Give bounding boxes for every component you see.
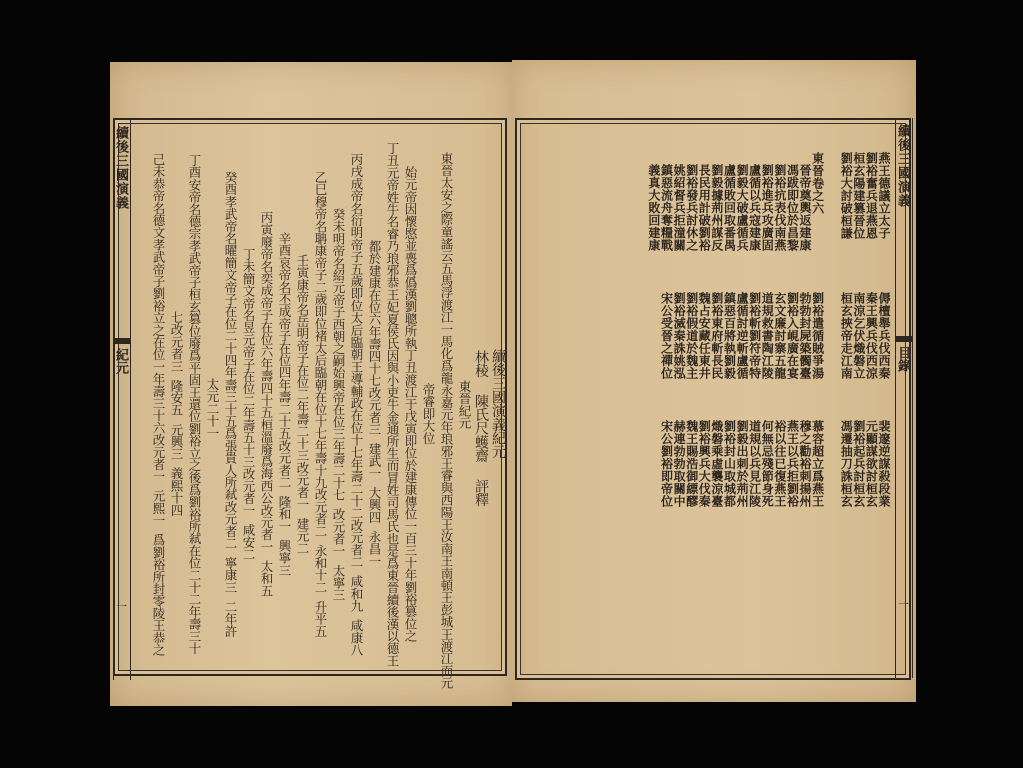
chapter-title: 裕以往已復燕王 xyxy=(772,420,787,508)
column-gap xyxy=(824,420,840,508)
text-column: 丁未簡文帝名昱元帝子在位二年壽五十三改元者一 咸安二 xyxy=(241,247,256,561)
text-column: 乙巳穆帝名聃康帝子二歲即位褚太后臨朝在位十七年壽十九改元者二 永和十二 升平五 xyxy=(313,170,328,638)
text-column: 東晉太安之際童謠云五馬浮渡江一馬化爲龍永嘉元年琅邪王睿與西陽王汝南王南頓王彭城王渡江而元 xyxy=(439,152,454,689)
chapter-title: 劉裕斬劉符帝特 xyxy=(747,292,762,380)
chapter-title: 劉裕遣循賊爭湯 xyxy=(810,292,825,380)
chapter-title: 劉裕興兵大伐秦 xyxy=(697,420,712,508)
chapter-title: 傉檀舉兵伐西秦 xyxy=(877,292,891,380)
chapter-title: 魏王賜浩御縹醪 xyxy=(684,420,699,508)
contents-tier-2 xyxy=(660,292,890,380)
text-column: 東晉紀元 xyxy=(457,379,472,429)
chapter-title: 馮遷抽刀誅桓玄 xyxy=(839,420,854,508)
text-column: 帝睿即大位 xyxy=(421,383,436,445)
page-edge-label xyxy=(113,120,131,680)
text-column: 都於建康在位六年壽四十七改元者三 建武一 大興四 永昌一 xyxy=(367,240,382,568)
column-gap xyxy=(824,152,840,252)
chapter-title: 道規以兵見江陵 xyxy=(747,420,762,508)
text-column: 辛酉哀帝名丕成帝子在位四年壽二十五改元者二 隆和一 興寧三 xyxy=(277,231,292,577)
text-column: 壬寅康帝名岳明帝子在位二年壽二十三改元者一 建元二 xyxy=(295,253,310,555)
chapter-title: 赫連勃勃取關中 xyxy=(672,420,687,508)
text-column: 七改元者三 隆安五 元興三 義熙十四 xyxy=(169,311,184,517)
chapter-title: 慕容超立爲燕王 xyxy=(810,420,825,508)
page-number: 一 xyxy=(116,600,127,613)
text-column: 癸未明帝名紹元帝子西朝之嗣始興帝在位三年壽二十七 改元者一 太寧三 xyxy=(331,207,346,601)
chapter-title: 劉裕抗表伐南燕 xyxy=(772,164,787,252)
chapter-title: 玄文廉討寨五龍 xyxy=(772,292,787,380)
chapter-title: 鎮惡百將執劉毅 xyxy=(722,292,737,380)
right-page xyxy=(512,60,916,702)
author-credit: 林稜 陳氏尺蠖齋 評釋 xyxy=(473,349,489,507)
chapter-title: 劉裕封山取城都 xyxy=(722,420,737,508)
book-title-label: 續後三國演義 xyxy=(895,124,910,208)
page-title: 續後三國演義紀元 xyxy=(490,349,506,459)
chapter-title: 勃勃封屍築髑臺 xyxy=(798,292,813,380)
chapter-title: 宋公劉裕即帝位 xyxy=(659,420,674,508)
chapter-title: 元顯謀欲討桓玄 xyxy=(864,420,879,508)
text-column: 始元帝因懷愍並喪爲僞漢劉聰所執丁丑渡江于戊寅即位於建康傳位一百三十年劉裕篡位之 xyxy=(403,166,418,642)
chapter-title: 劉毅據荊州謀反 xyxy=(709,164,724,252)
chapter-title: 劉毅大破盧循兵 xyxy=(735,164,750,252)
chapter-title: 秦王興兵伐西涼 xyxy=(864,292,879,380)
volume-heading: 東晉卷之六 xyxy=(810,152,825,215)
text-column: 丙寅廢帝名奕成帝子在位六年壽四十五桓溫廢爲海西公改元者一 太和五 xyxy=(259,211,274,597)
chapter-title: 姚紹督兵拒潼關 xyxy=(672,164,687,252)
chapter-title: 劉裕假道於魏主 xyxy=(684,292,699,380)
contents-tier-1 xyxy=(647,152,890,252)
chapter-title: 道規救書陶江陵 xyxy=(760,292,775,380)
book-title-label: 續後三國演義 xyxy=(113,126,128,210)
chapter-title: 裴邃逆謀殺段業 xyxy=(877,420,891,508)
text-column: 丙戌成帝名衍明帝子五歲即位太后臨朝王導輔政在位十七年壽二十二改元者二 咸和九 咸康八 xyxy=(349,152,364,656)
column-gap xyxy=(824,292,840,380)
text-column: 癸酉孝武帝名曜簡文帝子在位二十四年壽三十五爲張貴人所弒改元者二 寧康三 二年許 xyxy=(223,170,238,638)
chapter-title: 盧循以兵寇建康 xyxy=(747,164,762,252)
chapter-title: 南涼乞伏熾磐立 xyxy=(851,292,866,380)
text-column: 丁丑元帝姓牛名睿乃琅邪恭王妃夏侯氏因與小吏牛金通所生而冒姓司馬氏也是爲東晉續後漢以德王 xyxy=(385,141,400,667)
text-column: 己未恭帝名德文孝武帝子劉裕立之在位一年壽三十六改元者一 元熙一 爲劉裕所封零陵王恭之 xyxy=(151,152,166,656)
text-column: 太元二十一 xyxy=(205,378,220,440)
chapter-title: 桓玄陽建篡晉位 xyxy=(851,152,866,240)
chapter-title: 何無忌殘節身死 xyxy=(760,420,775,508)
page-edge-label xyxy=(895,118,913,678)
chronology-text xyxy=(146,138,506,689)
text-column: 丁酉安帝名德宗孝武帝子桓玄篡位廢爲平固王還位劉裕立之後爲劉裕所弒在位二十二年壽三十 xyxy=(187,153,202,655)
chapter-title: 盧循敗回取番禺 xyxy=(722,164,737,252)
chapter-title: 燕王以兵拒劉裕 xyxy=(785,420,800,508)
chapter-title: 劉裕東府斬長民 xyxy=(709,292,724,380)
chapter-title: 劉裕進兵攻廣固 xyxy=(760,164,775,252)
contents-tier-3 xyxy=(660,420,890,508)
chapter-title: 盧循討逆斬盧循 xyxy=(735,292,750,380)
chapter-title: 桓玄挾帝走江南 xyxy=(839,292,854,380)
chapter-title: 穆之勸裕刺揚州 xyxy=(798,420,813,508)
chapter-title: 魏占安藏任東井 xyxy=(697,292,712,380)
chapter-title: 劉裕入峴廣在宴 xyxy=(785,292,800,380)
chapter-title: 劉裕奮兵退燕恩 xyxy=(864,152,879,240)
chapter-title: 劉毅出刺於荊州 xyxy=(735,420,750,508)
chapter-title: 馮跋即位於昌黎 xyxy=(785,164,800,252)
left-page xyxy=(110,62,512,706)
chapter-title: 鎮惡流舟奪糧戰 xyxy=(659,164,674,252)
chapter-title: 燕王德議立太子 xyxy=(877,152,891,240)
chapter-title: 宋公受晉之禪位 xyxy=(659,292,674,380)
chapter-title: 劉裕滅秦誅姚泓 xyxy=(672,292,687,380)
page-number: 一 xyxy=(898,598,909,611)
chapter-title: 長民用計破劉裕 xyxy=(697,164,712,252)
chapter-title: 晉帝奠輿返建康 xyxy=(798,164,813,252)
section-label: 目錄 xyxy=(896,336,912,372)
chapter-title: 義真大敗回建康 xyxy=(646,164,661,252)
chapter-title: 劉裕大討破桓謙 xyxy=(839,152,854,240)
chapter-title: 熾磐乘虛襲涼臺 xyxy=(709,420,724,508)
chapter-title: 劉裕發兵討休之 xyxy=(684,164,699,252)
chapter-title: 劉裕起兵討桓玄 xyxy=(851,420,866,508)
section-label: 紀元 xyxy=(114,338,130,374)
